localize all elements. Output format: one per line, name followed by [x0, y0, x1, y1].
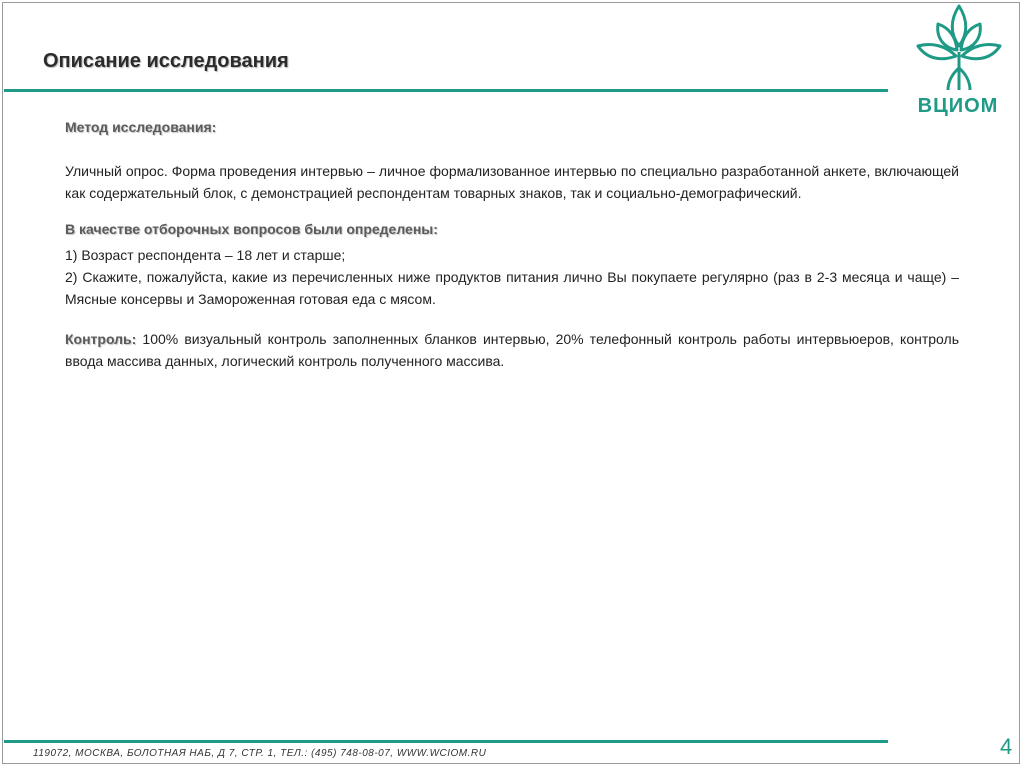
- control-text: 100% визуальный контроль заполненных бланков интервью, 20% телефонный контроль работы интервьюеров, контроль ввода массива данных, логический контроль полученного массива.: [65, 331, 959, 369]
- page-number: 4: [1000, 734, 1013, 759]
- slide-content: [65, 116, 959, 372]
- method-heading: Метод исследования:: [65, 119, 217, 135]
- logo-wordmark: ВЦИОМ: [917, 95, 999, 117]
- control-label: Контроль:: [65, 331, 137, 347]
- footer-contact: 119072, МОСКВА, БОЛОТНАЯ НАБ, Д 7, СТР. 1, ТЕЛ.: (495) 748-08-07, WWW.WCIOM.RU: [33, 748, 487, 759]
- footer-divider: [4, 740, 888, 743]
- screening-item: 1) Возраст респондента – 18 лет и старше;: [65, 247, 346, 263]
- screening-heading: В качестве отборочных вопросов были определены:: [65, 221, 438, 237]
- screening-item: 2) Скажите, пожалуйста, какие из перечисленных ниже продуктов питания лично Вы покупаете регулярно (раз в 2-3 месяца и чаще) – Мясные консервы и Замороженная готовая еда с мясом.: [65, 269, 959, 307]
- method-text: Уличный опрос. Форма проведения интервью – личное формализованное интервью по специально разработанной анкете, включающей как содержательный блок, с демонстрацией респондентам товарных знаков, так и социально-демографический.: [65, 163, 959, 201]
- slide-title: Описание исследования: [43, 50, 289, 72]
- title-divider: [4, 89, 888, 92]
- control-paragraph: [65, 328, 959, 372]
